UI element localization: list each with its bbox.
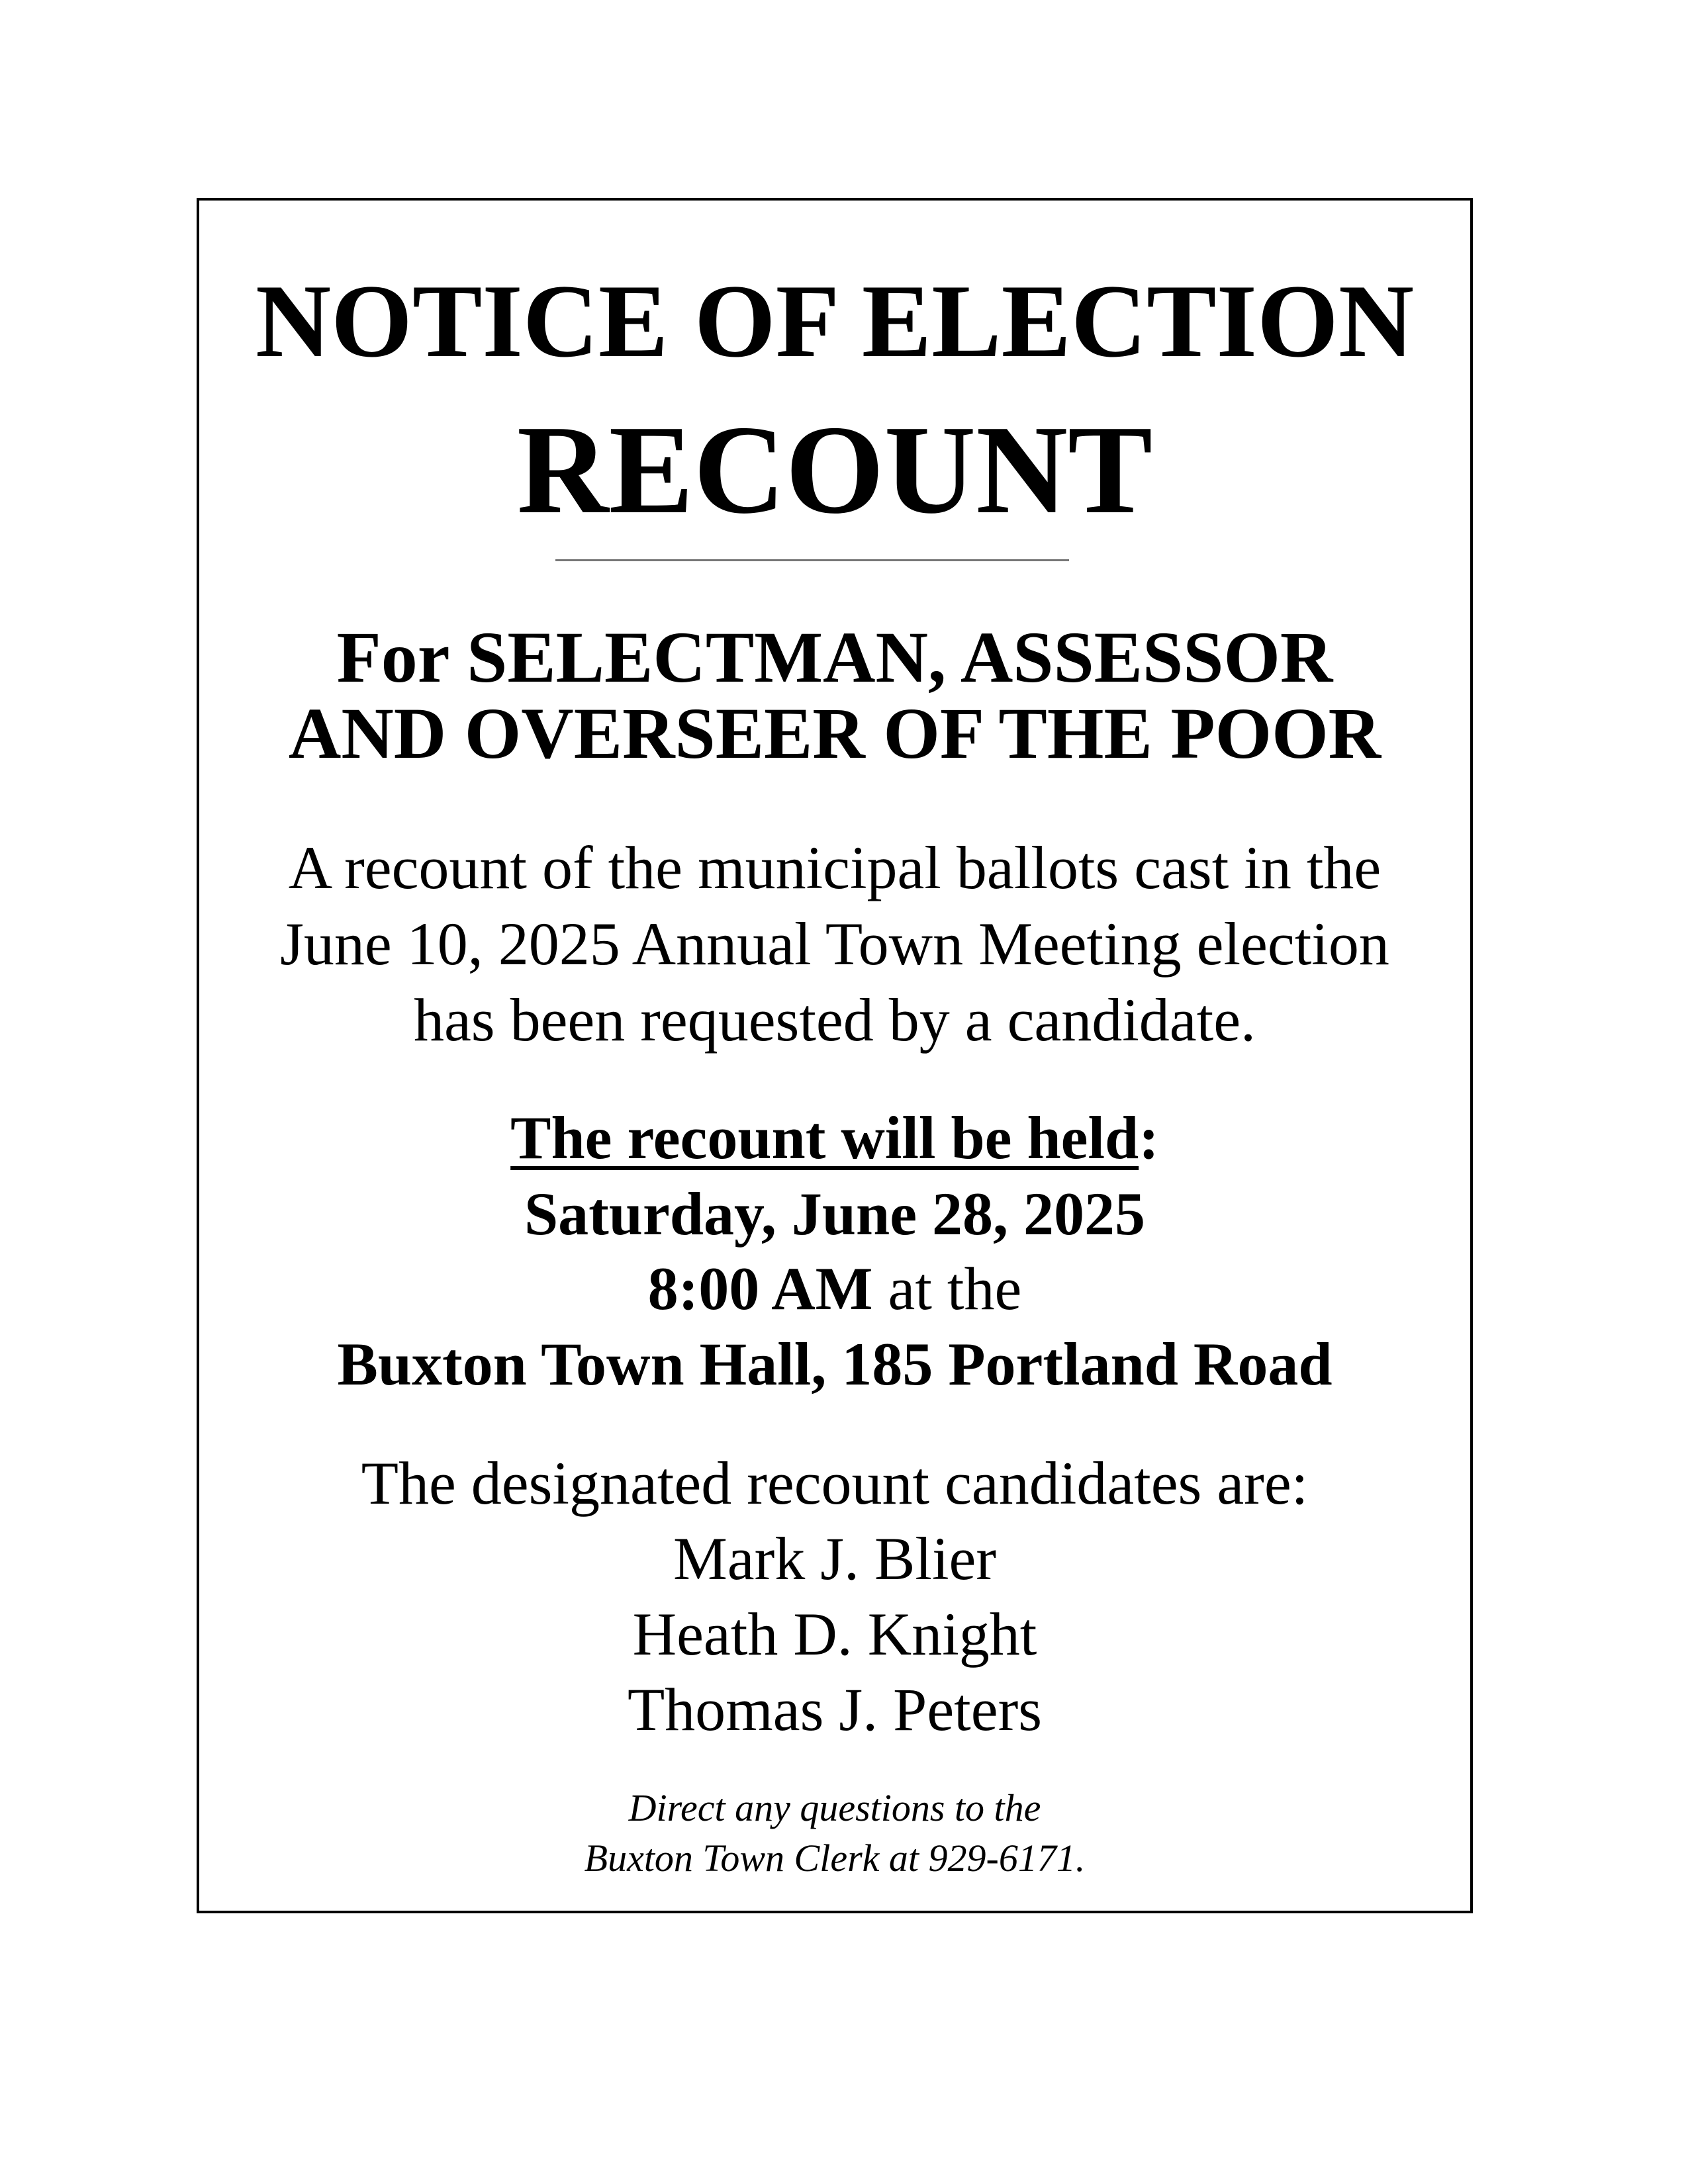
- office-line-2: AND OVERSEER OF THE POOR: [288, 693, 1382, 774]
- recount-location: Buxton Town Hall, 185 Portland Road: [337, 1330, 1333, 1398]
- recount-time-line: [199, 1255, 1470, 1322]
- notice-title: NOTICE OF ELECTION: [255, 263, 1415, 379]
- schedule-heading: [199, 1104, 1470, 1171]
- candidate-name: Thomas J. Peters: [627, 1676, 1043, 1743]
- schedule-heading-colon: :: [1139, 1104, 1159, 1171]
- office-line-1: For SELECTMAN, ASSESSOR: [336, 617, 1333, 698]
- title-divider: [555, 559, 1069, 561]
- candidates-heading: The designated recount candidates are:: [361, 1449, 1309, 1517]
- footer-line-1: Direct any questions to the: [628, 1786, 1041, 1829]
- footer-line-2: Buxton Town Clerk at 929-6171.: [584, 1837, 1086, 1880]
- description-line-3: has been requested by a candidate.: [413, 986, 1256, 1054]
- recount-time-suffix: at the: [872, 1255, 1022, 1322]
- candidate-name: Mark J. Blier: [673, 1525, 997, 1592]
- notice-title-recount: RECOUNT: [516, 399, 1153, 540]
- recount-date: Saturday, June 28, 2025: [524, 1180, 1146, 1248]
- candidate-name: Heath D. Knight: [632, 1600, 1037, 1668]
- notice-box: [197, 198, 1473, 1913]
- description-line-2: June 10, 2025 Annual Town Meeting election: [280, 910, 1389, 978]
- description-line-1: A recount of the municipal ballots cast in the: [288, 834, 1382, 901]
- schedule-heading-text: The recount will be held: [510, 1104, 1139, 1171]
- recount-time: 8:00 AM: [647, 1255, 873, 1322]
